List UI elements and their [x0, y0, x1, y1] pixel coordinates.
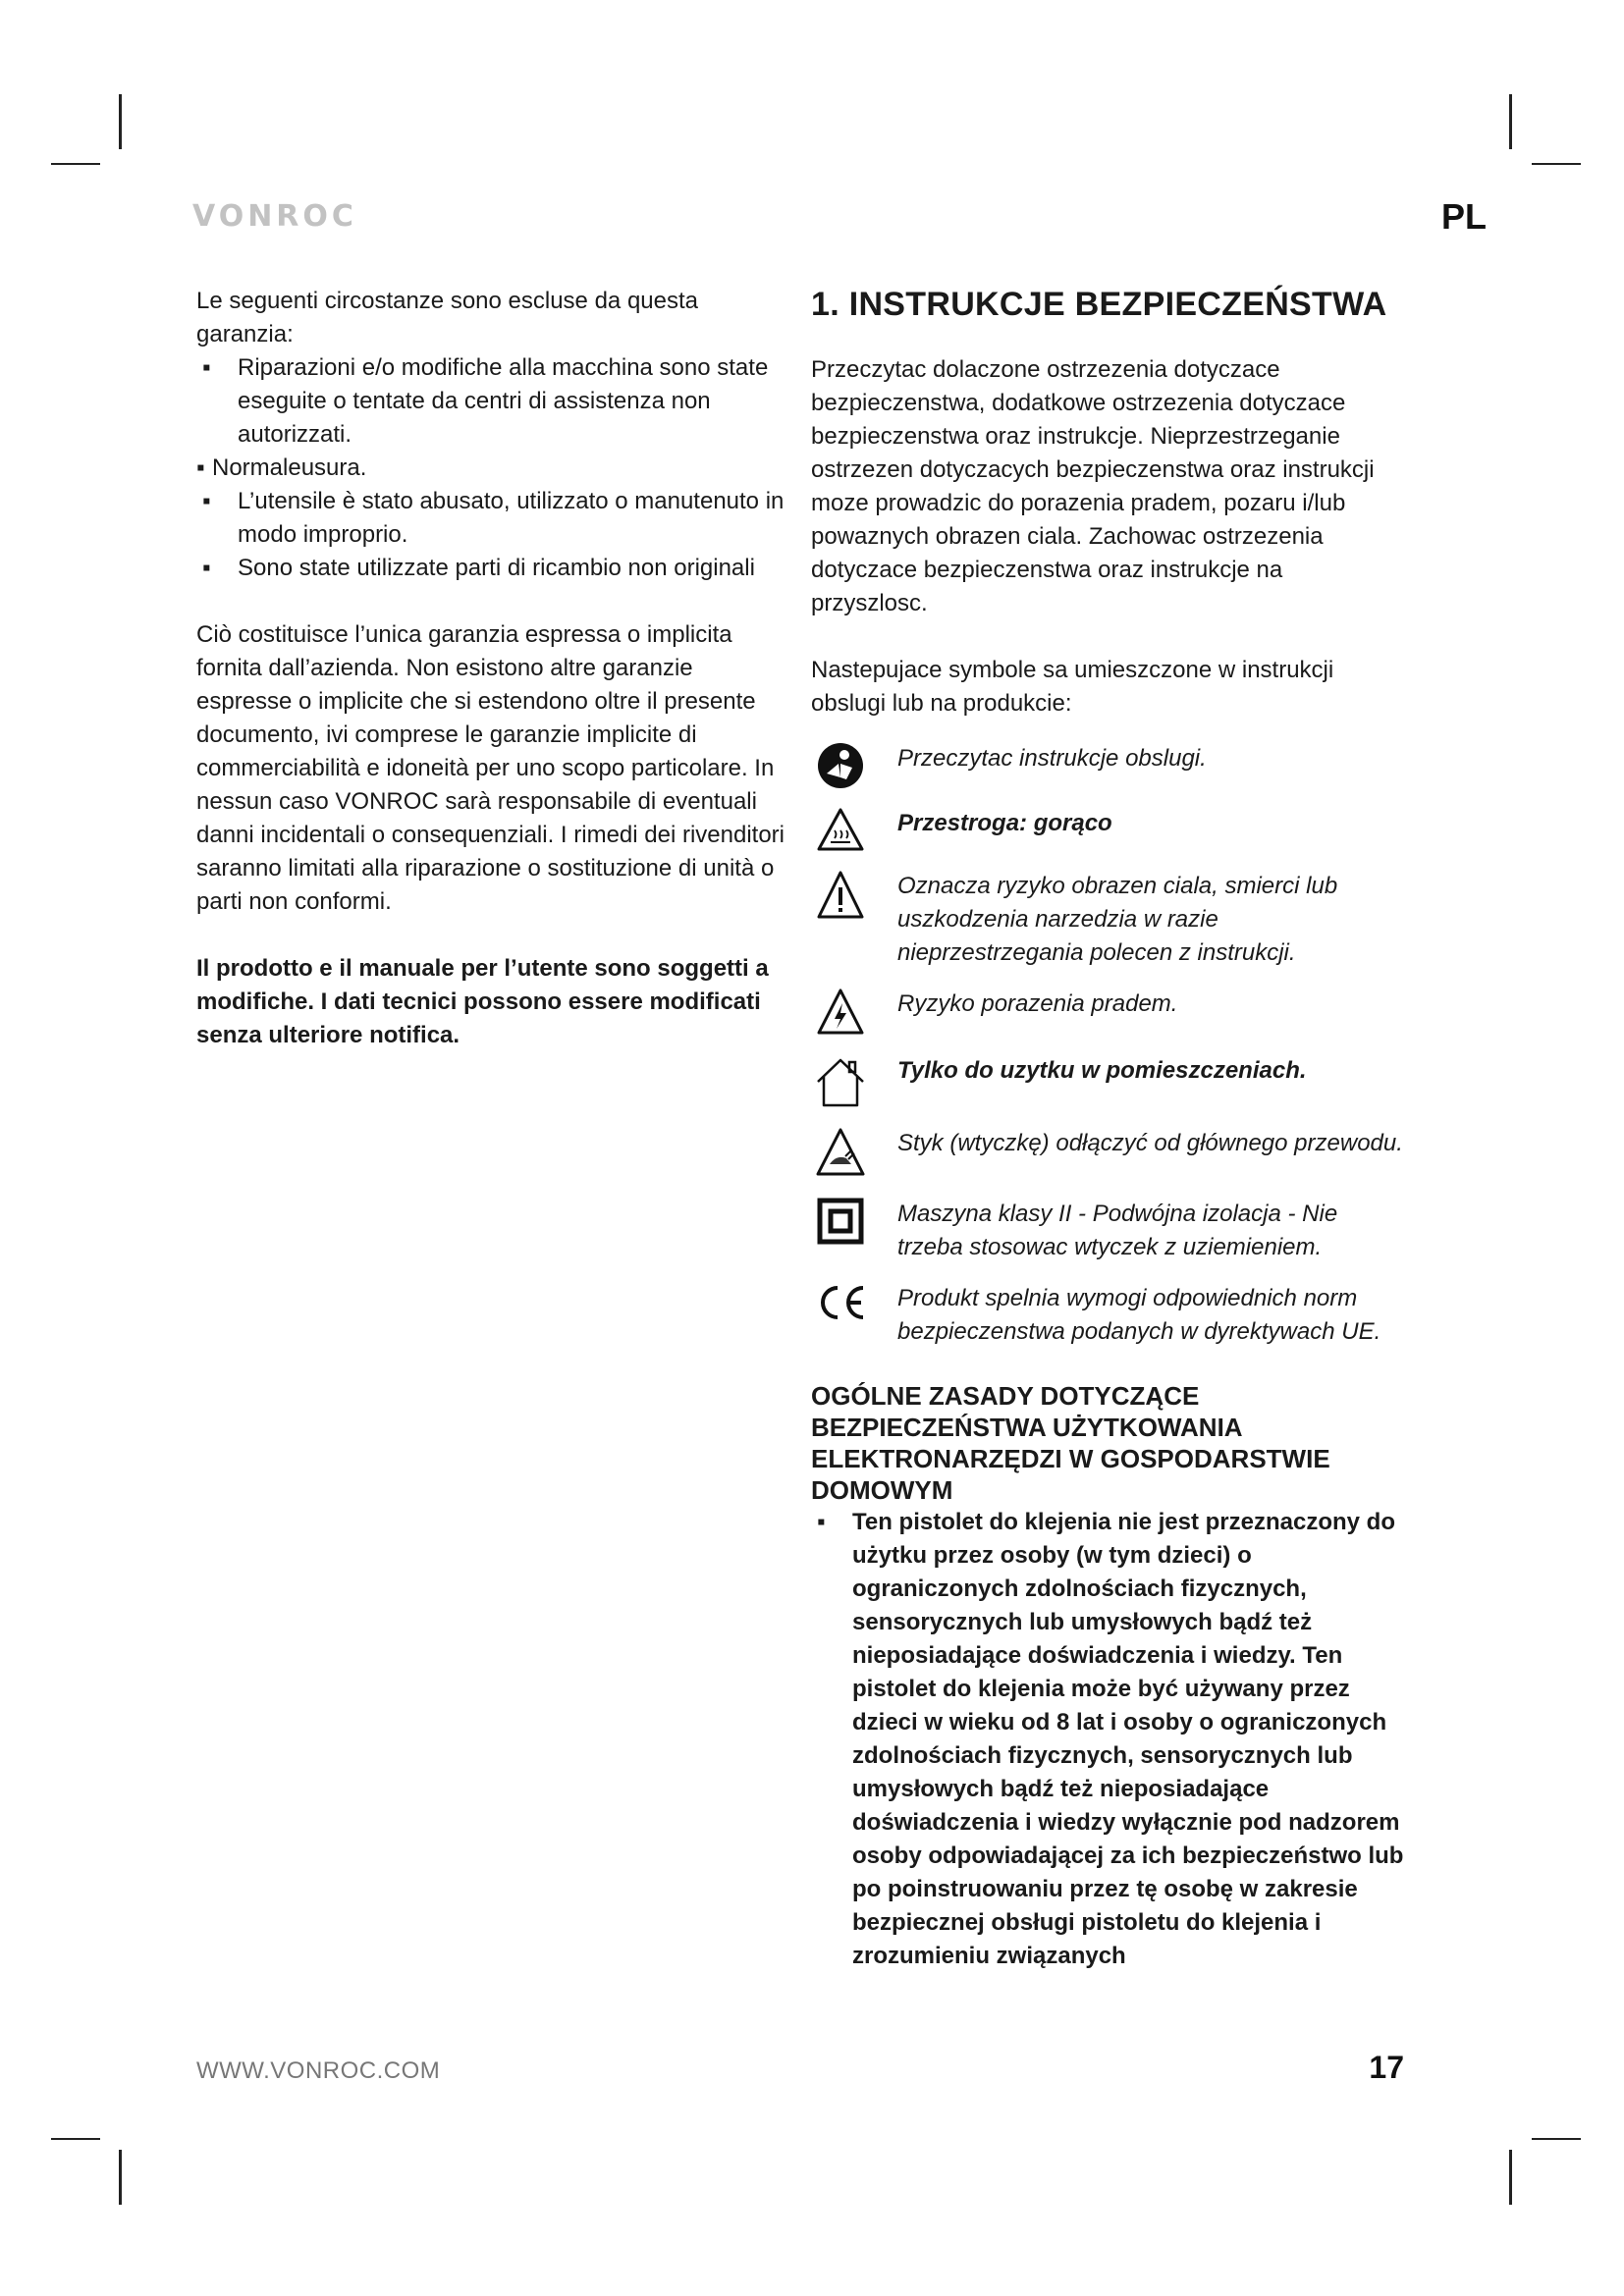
symbol-row	[811, 807, 1404, 852]
symbol-row	[811, 1198, 1404, 1264]
svg-text:VONROC: VONROC	[192, 200, 357, 230]
symbol-text: Produkt spelnia wymogi odpowiednich norm bezpieczenstwa podanych w dyrektywach UE.	[897, 1285, 1381, 1345]
symbol-text: Styk (wtyczkę) odłączyć od głównego przewodu.	[897, 1130, 1403, 1156]
warranty-text: Ciò costituisce l’unica garanzia espressa o implicita fornita dall’azienda. Non esistono altre garanzie espresse o implicite che si estendono oltre il presente documento, ivi comprese le garanzie implicite di commerciabilità e idoneità per uno scopo particolare. In nessun caso VONROC sarà responsabile di eventuali danni incidentali o consequenziali. I rimedi dei rivenditori saranno limitati alla riparazione o sostituzione di unità o parti non conformi.	[196, 621, 785, 915]
language-code: PL	[1440, 196, 1487, 237]
crop-mark	[119, 2150, 122, 2205]
symbol-row	[811, 870, 1404, 970]
exclusion-item: ▪ Normaleusura.	[196, 454, 367, 481]
indoor-use-icon	[811, 1054, 870, 1109]
vonroc-logo	[192, 200, 385, 230]
ce-mark-icon	[811, 1282, 870, 1323]
symbol-text: Przestroga: gorąco	[897, 810, 1112, 836]
crop-mark	[1532, 2138, 1581, 2140]
read-manual-icon	[811, 742, 870, 789]
safety-rule-item: ▪ Ten pistolet do klejenia nie jest przeznaczony do użytku przez osoby (w tym dzieci) o ograniczonych zdolnościach fizycznych, sensorycznych lub umysłowych bądź też nieposiadające doświadczenia i wiedzy. Ten pistolet do klejenia może być używany przez dzieci w wieku od 8 lat i osoby o ograniczonych zdolnościach fizycznych, sensorycznych lub umysłowych bądź też nieposiadające doświadczenia i wiedzy wyłącznie pod nadzorem osoby odpowiadającej za ich bezpieczeństwo lub po poinstruowaniu przez tę osobę w zakresie bezpiecznej obsługi pistoletu do klejenia i zrozumieniu związanych	[817, 1509, 1404, 1969]
hot-surface-icon	[811, 807, 870, 852]
exclusion-item: ▪ Riparazioni e/o modifiche alla macchina sono state eseguite o tentate da centri di assistenza non autorizzati.	[202, 354, 769, 448]
product-change-notice: Il prodotto e il manuale per l’utente sono soggetti a modifiche. I dati tecnici possono essere modificati senza ulteriore notifica.	[196, 955, 769, 1048]
safety-intro: Przeczytac dolaczone ostrzezenia dotyczace bezpieczenstwa, dodatkowe ostrzezenia dotyczace bezpieczenstwa oraz instrukcje. Nieprzestrzeganie ostrzezen dotyczacych bezpieczenstwa oraz instrukcji moze prowadzic do porazenia pradem, pozaru i/lub powaznych obrazen ciala. Zachowac ostrzezenia dotyczace bezpieczenstwa oraz instrukcje na przyszlosc.	[811, 356, 1375, 616]
crop-mark	[1509, 94, 1512, 149]
symbol-text: Maszyna klasy II - Podwójna izolacja - Nie trzeba stosowac wtyczek z uziemieniem.	[897, 1201, 1338, 1260]
crop-mark	[1532, 163, 1581, 165]
section-title: 1. INSTRUKCJE BEZPIECZEŃSTWA	[811, 286, 1387, 323]
symbol-row	[811, 988, 1404, 1037]
exclusion-item: ▪ L’utensile è stato abusato, utilizzato o manutenuto in modo improprio.	[202, 488, 785, 548]
symbol-row	[811, 1127, 1404, 1180]
symbol-text: Tylko do uzytku w pomieszczeniach.	[897, 1057, 1307, 1084]
symbol-row	[811, 1054, 1404, 1109]
crop-mark	[1509, 2150, 1512, 2205]
page-number: 17	[1369, 2050, 1404, 2085]
crop-mark	[51, 2138, 100, 2140]
unplug-icon	[811, 1127, 870, 1180]
symbol-row	[811, 742, 1404, 789]
footer-url: WWW.VONROC.COM	[196, 2057, 441, 2084]
electric-shock-icon	[811, 988, 870, 1037]
exclusion-item: ▪ Sono state utilizzate parti di ricambio non originali	[202, 555, 755, 581]
crop-mark	[51, 163, 100, 165]
symbol-text: Przeczytac instrukcje obslugi.	[897, 745, 1207, 772]
crop-mark	[119, 94, 122, 149]
symbol-text: Oznacza ryzyko obrazen ciala, smierci lub uszkodzenia narzedzia w razie nieprzestrzegania polecen z instrukcji.	[897, 873, 1338, 966]
left-column	[196, 285, 793, 1052]
right-column	[811, 285, 1404, 1973]
class-ii-icon	[811, 1198, 870, 1245]
symbol-row	[811, 1282, 1404, 1349]
warning-icon	[811, 870, 870, 921]
symbol-text: Ryzyko porazenia pradem.	[897, 990, 1178, 1017]
warranty-exclusions-intro: Le seguenti circostanze sono escluse da questa garanzia:	[196, 288, 698, 347]
subsection-title: OGÓLNE ZASADY DOTYCZĄCE BEZPIECZEŃSTWA UŻYTKOWANIA ELEKTRONARZĘDZI W GOSPODARSTWIE DOMOWYM	[811, 1381, 1330, 1505]
symbols-intro: Nastepujace symbole sa umieszczone w instrukcji obslugi lub na produkcie:	[811, 657, 1334, 717]
